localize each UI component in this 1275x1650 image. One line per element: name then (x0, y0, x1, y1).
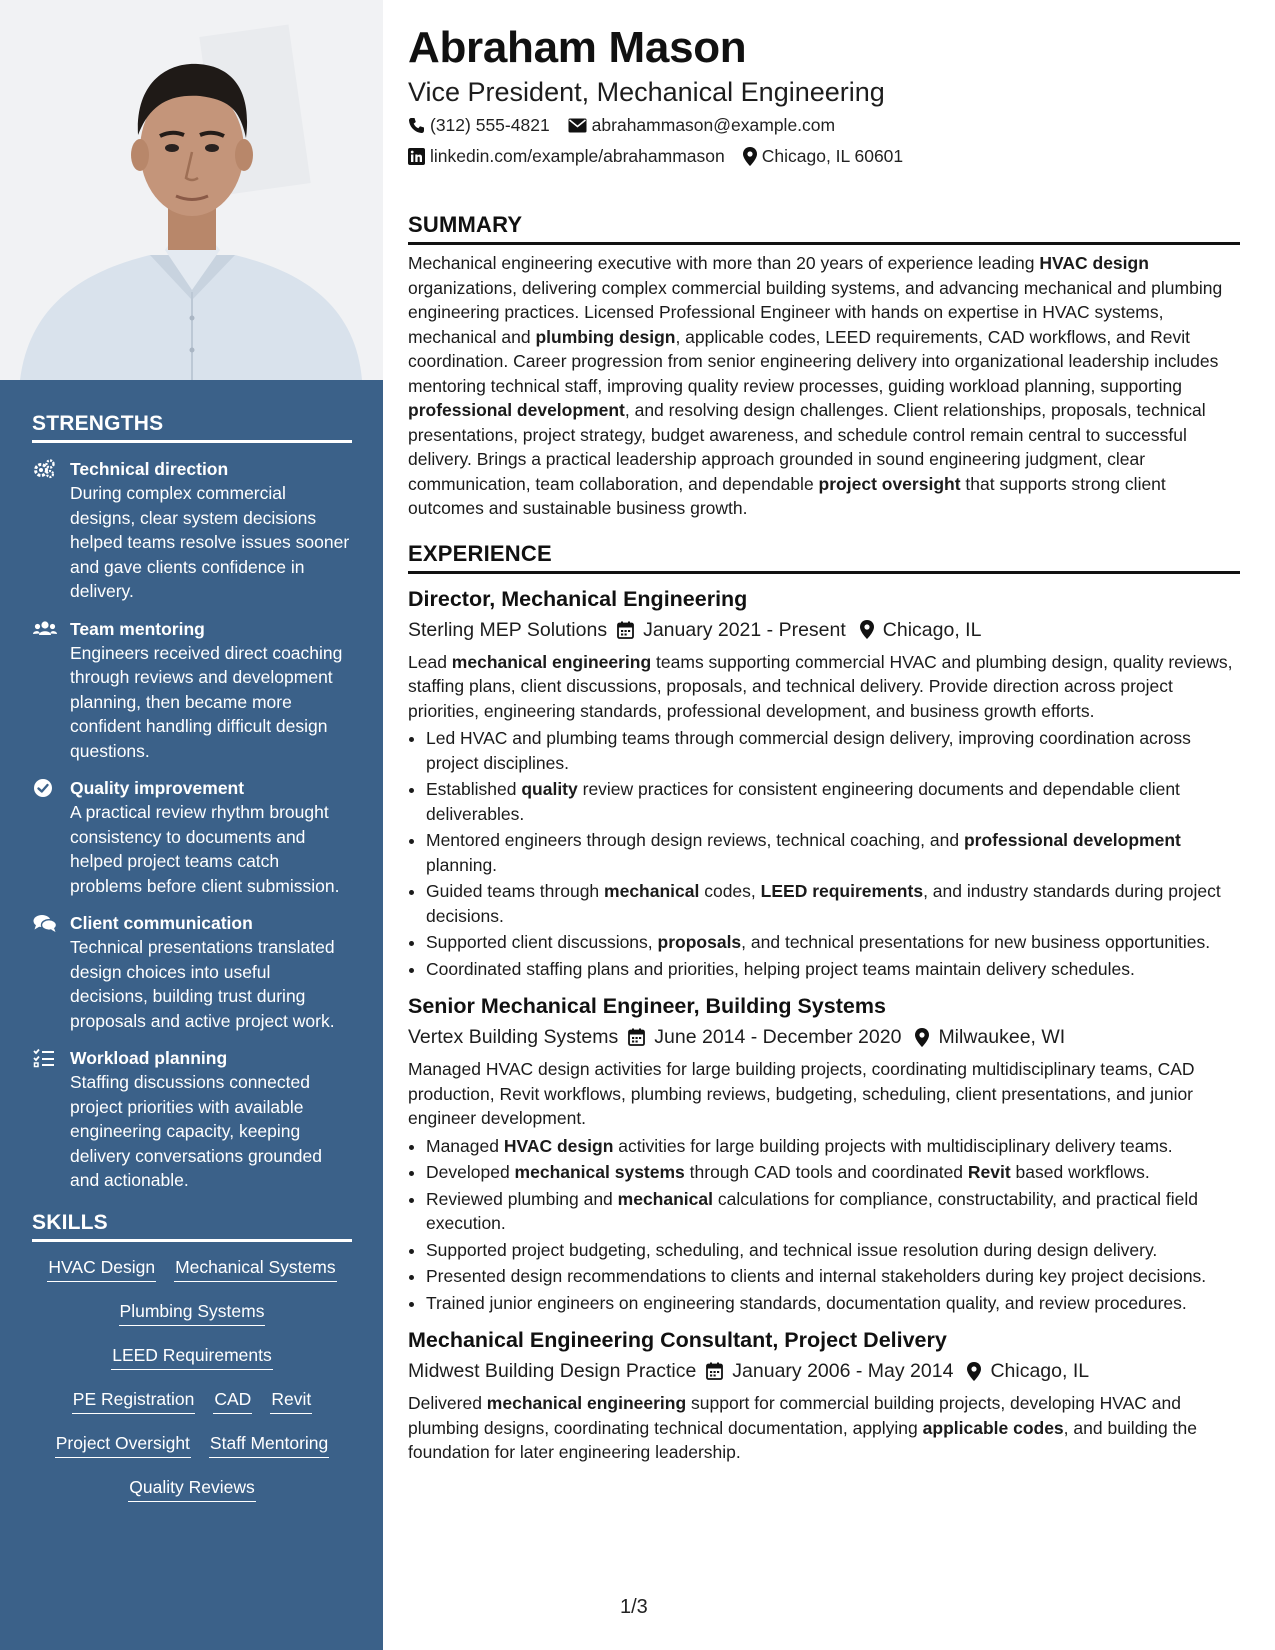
map-pin-icon (860, 620, 874, 639)
location-text: Chicago, IL (990, 1360, 1090, 1382)
profile-photo-illustration (0, 0, 383, 380)
skill-tag: LEED Requirements (111, 1342, 273, 1370)
strength-description: During complex commercial designs, clear system decisions helped teams resolve issues sooner and gave clients confidence in delivery. (70, 483, 350, 601)
strengths-list (32, 457, 352, 1193)
text-segment: Lead (408, 651, 452, 672)
contact-row (408, 113, 1240, 137)
job-dates (706, 1357, 953, 1385)
job-intro (408, 650, 1240, 724)
job-dates (628, 1023, 901, 1051)
text-segment: Established (426, 779, 522, 799)
text-segment: teams supporting commercial HVAC and plumbing design, quality reviews, staffing plans, client discussions, proposals, and technical delivery. Provide direction across project priorities, engineering standards, professional development, and business growth efforts. (408, 651, 1233, 721)
job-meta (408, 1357, 1240, 1385)
main-content (408, 22, 1240, 1465)
dates-text: January 2006 - May 2014 (732, 1360, 954, 1382)
text-segment: , and building the foundation for later engineering leadership. (408, 1417, 1197, 1462)
strength-title: Client communication (70, 913, 253, 933)
text-segment: Supported project budgeting, scheduling, and technical issue resolution during design delivery. (426, 1239, 1158, 1260)
text-segment: Presented design recommendations to clients and internal stakeholders during key project decisions. (426, 1266, 1207, 1286)
text-segment: planning. (426, 854, 498, 875)
summary-section (408, 212, 1240, 521)
text-segment: , and industry standards during project decisions. (426, 881, 1221, 926)
bullet-item (426, 1264, 1240, 1289)
bold-keyword: mechanical engineering (451, 651, 652, 672)
bold-keyword: quality (521, 779, 578, 799)
gears-icon (33, 459, 55, 479)
text-segment: support for commercial building projects, developing HVAC and plumbing designs, coordinating technical documentation, applying (408, 1393, 1181, 1438)
list-check-icon (33, 1048, 55, 1068)
job-location (860, 616, 982, 644)
bullet-item (426, 828, 1240, 877)
skill-row (32, 1254, 352, 1282)
dates-text: June 2014 - December 2020 (654, 1026, 902, 1048)
bullet-item (426, 777, 1240, 826)
candidate-name: Abraham Mason (408, 23, 747, 72)
bold-keyword: mechanical engineering (486, 1393, 687, 1413)
location-contact (743, 144, 903, 168)
bold-keyword: plumbing design (535, 326, 676, 347)
dates-text: January 2021 - Present (643, 618, 846, 641)
bullet-item (426, 1291, 1240, 1316)
text-segment: organizations, delivering complex commercial building systems, and advancing mechanical and plumbing engineering practices. Licensed Professional Engineer with hands on expertise in HVAC systems, mechanical and (408, 277, 1223, 347)
strength-description: Staffing discussions connected project priorities with available engineering capacity, keeping delivery conversations grounded and actionable. (70, 1072, 322, 1190)
text-segment: , applicable codes, LEED requirements, CAD workflows, and Revit coordination. Career progression from senior engineering delivery into organizational leadership includes mentoring technical staff, improving quality review processes, guiding workload planning, supporting (408, 326, 1219, 396)
bullet-item (426, 1187, 1240, 1236)
bold-keyword: mechanical systems (514, 1162, 685, 1182)
text-segment: , and resolving design challenges. Client relationships, proposals, technical presentations, project strategy, budget awareness, and schedule control remain central to successful delivery. Brings a practical leadership approach grounded in sound engineering judgment, clear communication, team collaboration, and dependable (408, 400, 1206, 494)
skill-tag: Staff Mentoring (209, 1430, 329, 1458)
skills-heading: SKILLS (32, 1211, 352, 1242)
job-intro (408, 1057, 1240, 1131)
location-text: Milwaukee, WI (938, 1026, 1066, 1048)
text-segment: Mentored engineers through design reviews, technical coaching, and (426, 830, 964, 850)
bold-keyword: LEED requirements (760, 881, 924, 901)
skills-list (32, 1254, 352, 1502)
strengths-heading: STRENGTHS (32, 412, 352, 443)
users-icon (33, 619, 55, 639)
text-segment: Delivered (408, 1393, 487, 1413)
text-segment: that supports strong client outcomes and sustainable business growth. (408, 473, 1166, 518)
bold-keyword: mechanical (604, 881, 700, 901)
text-segment: through CAD tools and coordinated (684, 1162, 968, 1182)
text-segment: Supported client discussions, (426, 932, 658, 952)
job-location (915, 1023, 1065, 1051)
summary-heading: SUMMARY (408, 212, 1240, 245)
bullet-item (426, 879, 1240, 928)
envelope-icon (568, 118, 587, 133)
location-text: Chicago, IL (882, 618, 982, 641)
bold-keyword: project oversight (818, 473, 961, 494)
phone-icon (408, 117, 425, 134)
bold-keyword: Revit (967, 1162, 1011, 1182)
skill-tag: HVAC Design (47, 1254, 156, 1282)
text-segment: Managed (426, 1135, 504, 1156)
sidebar (0, 0, 383, 1650)
skill-row (32, 1474, 352, 1502)
text-segment: Guided teams through (426, 881, 605, 901)
strength-description: Engineers received direct coaching through reviews and development planning, then became more confident handling difficult design questions. (70, 642, 343, 761)
strength-title: Technical direction (70, 459, 229, 479)
linkedin-contact[interactable] (408, 144, 725, 168)
bullet-item (426, 957, 1240, 982)
phone-contact[interactable] (408, 113, 550, 137)
bullet-item (426, 1238, 1240, 1263)
text-segment: based workflows. (1010, 1162, 1150, 1182)
skill-row (32, 1430, 352, 1458)
job-meta (408, 616, 1240, 644)
text-segment: Managed HVAC design activities for large building projects, coordinating multidisciplinary teams, CAD production, Revit workflows, plumbing reviews, budgeting, scheduling, client presentations, and junior engineer development. (408, 1059, 1195, 1128)
skill-tag: Mechanical Systems (174, 1254, 336, 1282)
bold-keyword: HVAC design (1039, 253, 1149, 273)
strength-item (32, 617, 352, 764)
bullet-item (426, 1160, 1240, 1185)
text-segment: Led HVAC and plumbing teams through commercial design delivery, improving coordination across project disciplines. (426, 728, 1191, 773)
job-location (967, 1357, 1089, 1385)
strength-title: Workload planning (70, 1048, 228, 1068)
skill-tag: PE Registration (72, 1386, 196, 1414)
skill-tag: Quality Reviews (128, 1474, 255, 1502)
contact-row (408, 144, 1240, 168)
job-title: Director, Mechanical Engineering (408, 586, 748, 611)
bold-keyword: professional development (408, 400, 625, 420)
location-text: Chicago, IL 60601 (761, 146, 904, 166)
strength-item (32, 911, 352, 1033)
company-name: Midwest Building Design Practice (408, 1360, 697, 1382)
calendar-icon (706, 1362, 723, 1380)
bold-keyword: applicable codes (922, 1417, 1064, 1438)
job-bullets (408, 726, 1240, 981)
job-title: Senior Mechanical Engineer, Building Systems (408, 994, 886, 1018)
job-entry (408, 991, 1240, 1315)
map-pin-icon (743, 147, 757, 166)
job-title: Mechanical Engineering Consultant, Project Delivery (408, 1328, 947, 1352)
text-segment: calculations for compliance, constructability, and practical field execution. (426, 1188, 1199, 1233)
bold-keyword: mechanical (617, 1188, 713, 1209)
strength-description: A practical review rhythm brought consistency to documents and helped project teams catch problems before client submission. (70, 802, 340, 896)
text-segment: review practices for consistent engineering documents and dependable client deliverables. (426, 779, 1180, 824)
skill-row (32, 1298, 352, 1326)
phone-text: (312) 555-4821 (430, 115, 550, 135)
calendar-icon (628, 1028, 645, 1046)
check-circle-icon (33, 778, 55, 798)
bullet-item (426, 1134, 1240, 1159)
email-text: abrahammason@example.com (591, 115, 836, 135)
job-entry (408, 584, 1240, 982)
map-pin-icon (915, 1028, 929, 1047)
page-number: 1/3 (620, 1596, 648, 1618)
email-contact[interactable] (568, 113, 835, 137)
job-title-headline: Vice President, Mechanical Engineering (408, 77, 885, 107)
text-segment: Trained junior engineers on engineering standards, documentation quality, and review procedures. (426, 1292, 1187, 1313)
text-segment: Mechanical engineering executive with more than 20 years of experience leading (408, 253, 1040, 273)
skill-tag: CAD (213, 1386, 252, 1414)
job-dates (617, 616, 846, 644)
skill-tag: Revit (270, 1386, 312, 1414)
strength-item (32, 1046, 352, 1193)
bullet-item (426, 726, 1240, 775)
bullet-item (426, 930, 1240, 955)
job-intro (408, 1391, 1240, 1465)
strength-title: Quality improvement (70, 778, 245, 798)
company-name: Sterling MEP Solutions (408, 618, 608, 641)
text-segment: activities for large building projects with multidisciplinary delivery teams. (613, 1135, 1173, 1156)
strength-item (32, 776, 352, 898)
job-bullets (408, 1134, 1240, 1316)
skill-row (32, 1342, 352, 1370)
company-name: Vertex Building Systems (408, 1026, 619, 1048)
skill-row (32, 1386, 352, 1414)
job-entry (408, 1325, 1240, 1465)
bold-keyword: professional development (963, 830, 1181, 850)
strength-item (32, 457, 352, 604)
text-segment: codes, (699, 881, 761, 901)
job-meta (408, 1023, 1240, 1051)
strength-title: Team mentoring (70, 618, 205, 639)
calendar-icon (617, 621, 634, 639)
text-segment: , and technical presentations for new business opportunities. (741, 932, 1211, 952)
profile-photo (0, 0, 383, 380)
linkedin-text: linkedin.com/example/abrahammason (430, 146, 725, 166)
map-pin-icon (967, 1362, 981, 1381)
experience-heading: EXPERIENCE (408, 541, 1240, 574)
text-segment: Developed (426, 1162, 515, 1182)
text-segment: Reviewed plumbing and (426, 1188, 618, 1209)
skill-tag: Project Oversight (55, 1430, 191, 1458)
summary-text (408, 251, 1240, 521)
text-segment: Coordinated staffing plans and priorities, helping project teams maintain delivery schedules. (426, 958, 1135, 979)
bold-keyword: proposals (657, 932, 742, 952)
strength-description: Technical presentations translated design choices into useful decisions, building trust during proposals and active project work. (70, 937, 335, 1031)
experience-section (408, 541, 1240, 1465)
skill-tag: Plumbing Systems (119, 1298, 266, 1326)
bold-keyword: HVAC design (503, 1135, 614, 1156)
linkedin-icon (408, 148, 425, 165)
comments-icon (33, 913, 55, 933)
